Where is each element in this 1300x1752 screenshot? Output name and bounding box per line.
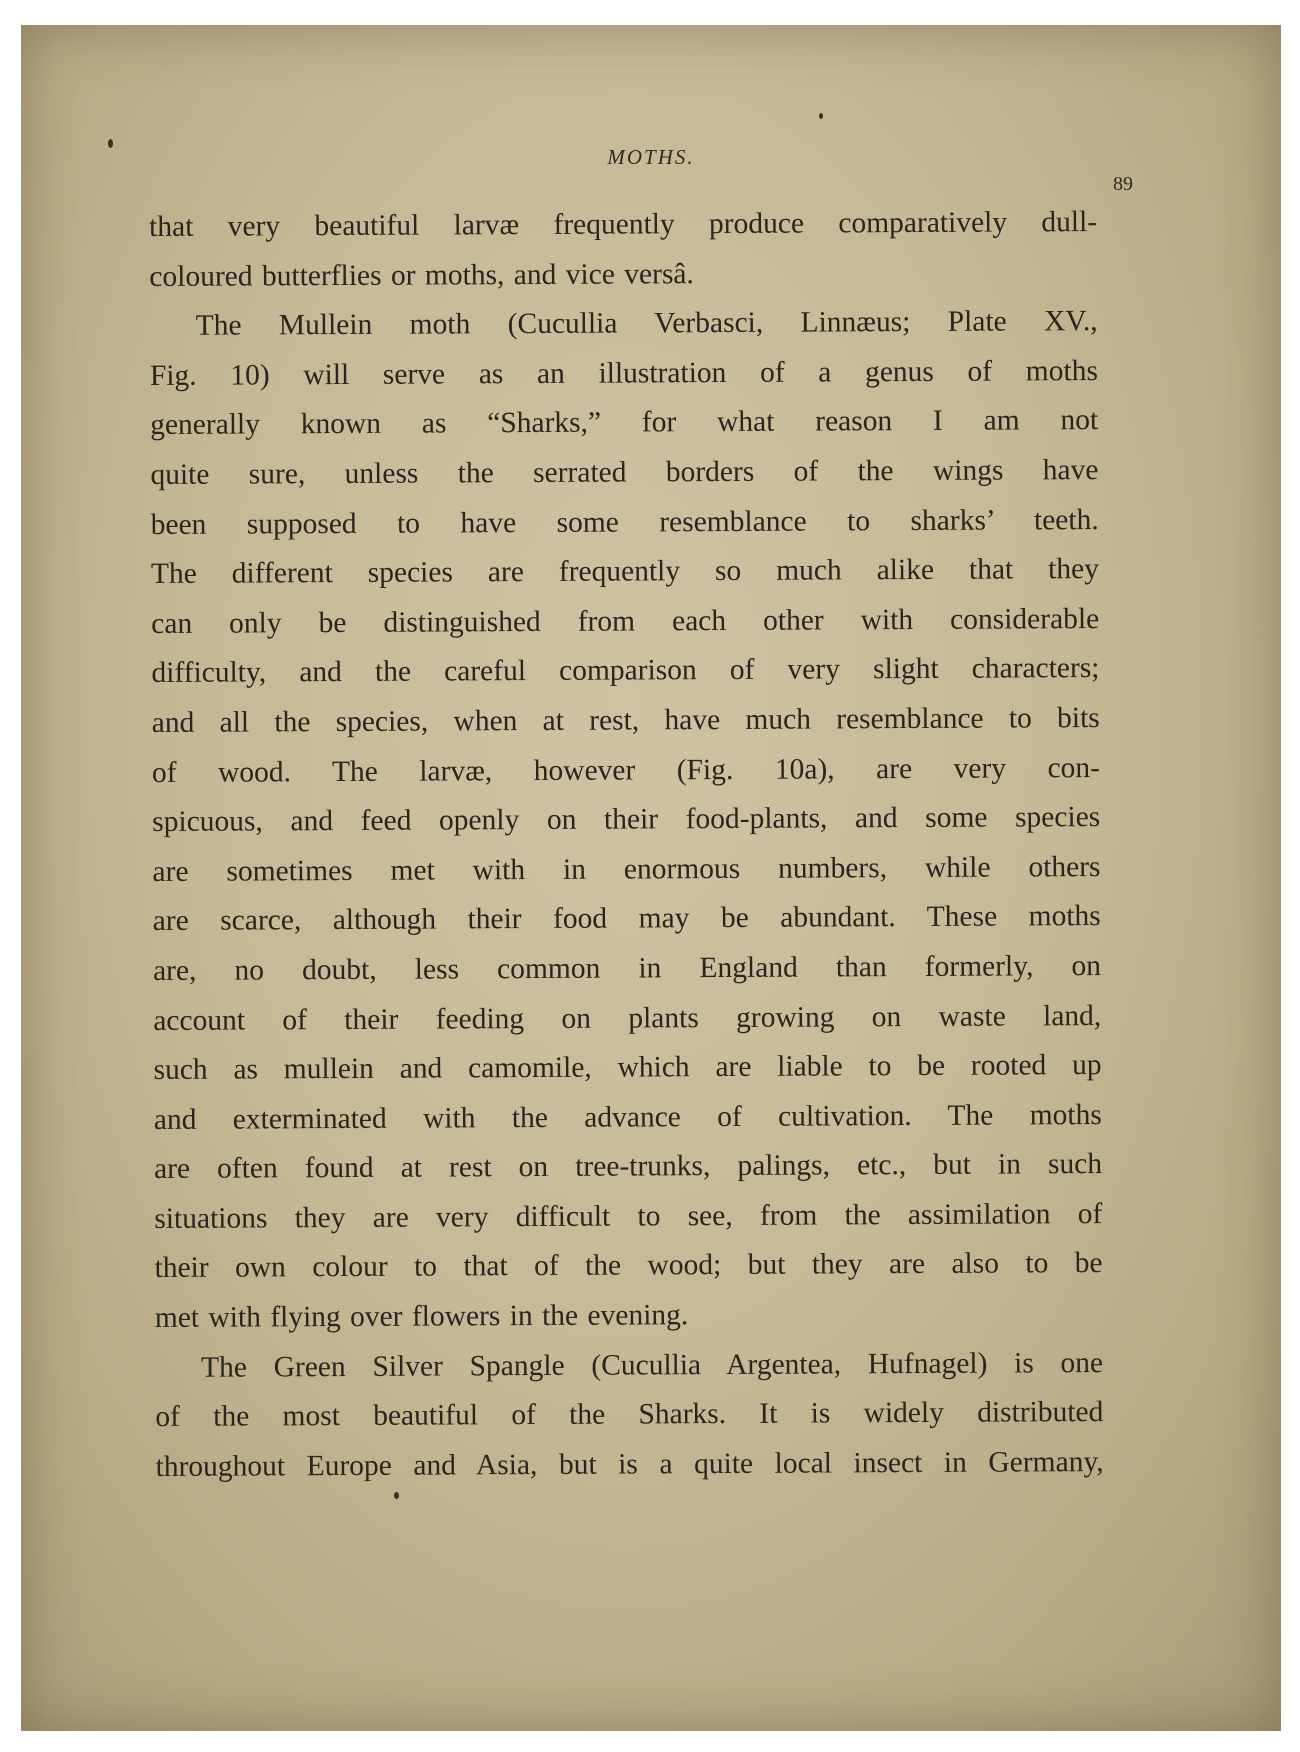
text-line: situations they are very difficult to see, from the assimilation of xyxy=(154,1197,1103,1235)
text-line: that very beautiful larvæ frequently produce comparatively dull- xyxy=(149,206,1098,243)
text-line: and all the species, when at rest, have much resemblance to bits xyxy=(151,701,1100,739)
text-line: spicuous, and feed openly on their food-plants, and some species xyxy=(152,801,1101,839)
text-line: met with flying over flowers in the evening. xyxy=(154,1299,689,1335)
text-line: coloured butterflies or moths, and vice versâ. xyxy=(149,257,694,293)
text-line: account of their feeding on plants growing on waste land, xyxy=(153,999,1102,1037)
text-line: throughout Europe and Asia, but is a quite local insect in Germany, xyxy=(155,1445,1104,1483)
ink-speck xyxy=(819,113,823,119)
text-line: are, no doubt, less common in England than formerly, on xyxy=(152,949,1102,987)
text-line: are sometimes met with in enormous numbers, while others xyxy=(152,850,1101,888)
text-line: such as mullein and camomile, which are liable to be rooted up xyxy=(153,1049,1102,1087)
text-line: difficulty, and the careful comparison of very slight characters; xyxy=(151,652,1100,690)
body-text xyxy=(149,198,1104,1492)
text-line: and exterminated with the advance of cultivation. The moths xyxy=(153,1098,1102,1136)
text-line: generally known as “Sharks,” for what reason I am not xyxy=(150,404,1099,442)
ink-speck xyxy=(394,1492,399,1499)
text-line: can only be distinguished from each other with considerable xyxy=(151,602,1100,640)
running-header: MOTHS. xyxy=(607,145,695,169)
text-line: quite sure, unless the serrated borders of the wings have xyxy=(150,454,1099,491)
text-line: Fig. 10) will serve as an illustration of a genus of moths xyxy=(149,354,1098,392)
page-number: 89 xyxy=(1113,173,1133,195)
text-line: The different species are frequently so much alike that they xyxy=(150,553,1100,591)
text-line: The Green Silver Spangle (Cucullia Argentea, Hufnagel) is one xyxy=(201,1346,1104,1384)
text-line: of wood. The larvæ, however (Fig. 10a), are very con- xyxy=(151,751,1101,789)
text-line: been supposed to have some resemblance to sharks’ teeth. xyxy=(150,503,1099,541)
text-line: are often found at rest on tree-trunks, palings, etc., but in such xyxy=(153,1148,1103,1186)
text-line: The Mullein moth (Cucullia Verbasci, Linnæus; Plate XV., xyxy=(195,305,1098,342)
text-line: are scarce, although their food may be abundant. These moths xyxy=(152,900,1101,938)
text-line: of the most beautiful of the Sharks. It is widely distributed xyxy=(155,1396,1104,1434)
text-line: their own colour to that of the wood; but they are also to be xyxy=(154,1247,1103,1285)
book-page xyxy=(21,25,1281,1731)
